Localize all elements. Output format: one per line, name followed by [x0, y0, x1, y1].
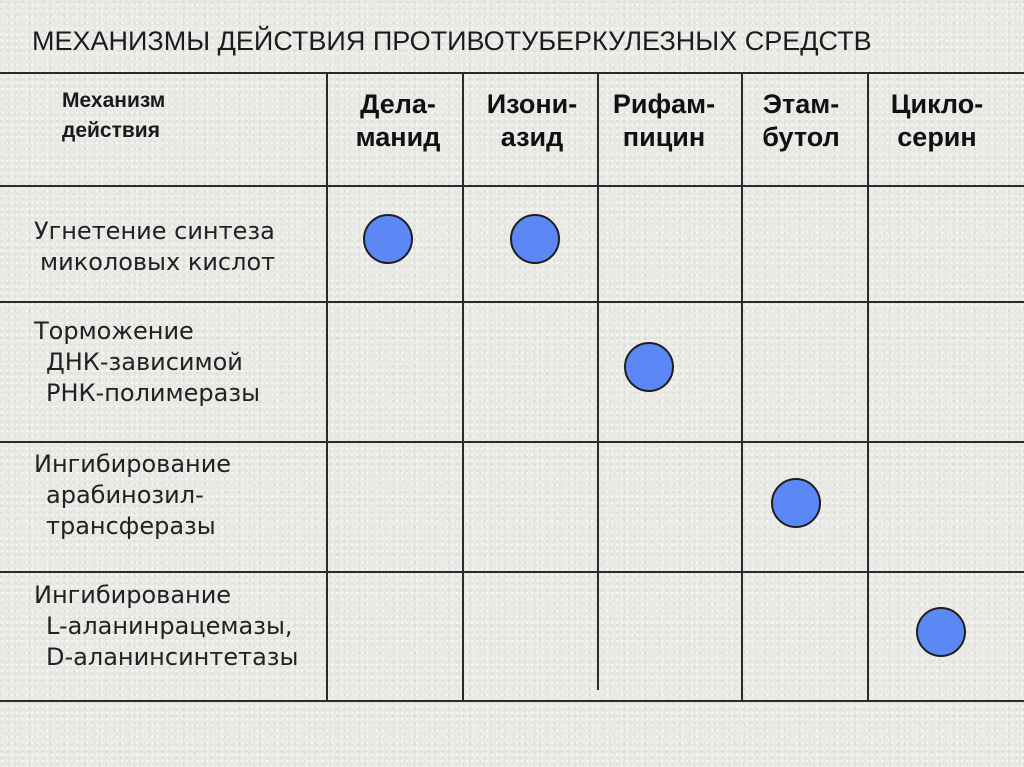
- mechanism-marker-dot: [363, 214, 413, 264]
- row-label-line: D-аланинсинтетазы: [46, 643, 299, 671]
- mechanism-marker-dot: [624, 342, 674, 392]
- row-label-line: Ингибирование: [34, 581, 232, 609]
- column-header-ethambutol: [742, 88, 860, 154]
- header-divider: [0, 185, 1024, 187]
- table-bottom-border: [0, 700, 1024, 702]
- mechanism-marker-dot: [771, 478, 821, 528]
- row-label-line: Ингибирование: [34, 450, 232, 478]
- row-divider-2: [0, 441, 1024, 443]
- column-header-delamanid: [338, 88, 458, 154]
- row-label-line: Торможение: [34, 317, 194, 345]
- row-label-line: ДНК-зависимой: [46, 348, 243, 376]
- column-divider-1: [462, 72, 464, 702]
- drug-name-line: Дела-: [360, 89, 436, 119]
- column-divider-0: [326, 72, 328, 702]
- row-divider-3: [0, 571, 1024, 573]
- drug-name-line: азид: [500, 122, 564, 152]
- row-label-line: L-аланинрацемазы,: [46, 612, 293, 640]
- row-divider-1: [0, 301, 1024, 303]
- column-header-cycloserine: [872, 88, 1002, 154]
- page-title: МЕХАНИЗМЫ ДЕЙСТВИЯ ПРОТИВОТУБЕРКУЛЕЗНЫХ СРЕДСТВ: [32, 26, 872, 56]
- header-mechanism-label: [62, 86, 165, 146]
- column-header-rifampicin: [596, 88, 732, 154]
- row-label-line: трансферазы: [46, 512, 216, 540]
- row-label-line: миколовых кислот: [40, 248, 276, 276]
- drug-name-line: манид: [355, 122, 441, 152]
- drug-name-line: Цикло-: [890, 89, 984, 119]
- row-label-rna-polymerase: [34, 316, 260, 409]
- table-top-border: [0, 72, 1024, 74]
- column-divider-4: [867, 72, 869, 702]
- drug-name-line: Изони-: [486, 89, 578, 119]
- row-label-alanine-enzymes: [34, 580, 299, 673]
- header-label-line: Механизм: [62, 89, 166, 112]
- drug-name-line: бутол: [762, 122, 840, 152]
- column-divider-3: [741, 72, 743, 702]
- drug-name-line: пицин: [622, 122, 706, 152]
- header-label-line: действия: [62, 119, 160, 142]
- drug-name-line: Рифам-: [612, 89, 716, 119]
- column-divider-2: [597, 72, 599, 690]
- drug-name-line: серин: [897, 122, 977, 152]
- mechanism-marker-dot: [510, 214, 560, 264]
- column-header-isoniazid: [470, 88, 594, 154]
- row-label-line: арабинозил-: [46, 481, 204, 509]
- row-label-line: Угнетение синтеза: [34, 217, 275, 245]
- row-label-line: РНК-полимеразы: [46, 379, 261, 407]
- mechanism-marker-dot: [916, 607, 966, 657]
- row-label-mycolic-acid: [34, 216, 275, 278]
- drug-name-line: Этам-: [762, 89, 840, 119]
- row-label-arabinosyltransferase: [34, 449, 231, 542]
